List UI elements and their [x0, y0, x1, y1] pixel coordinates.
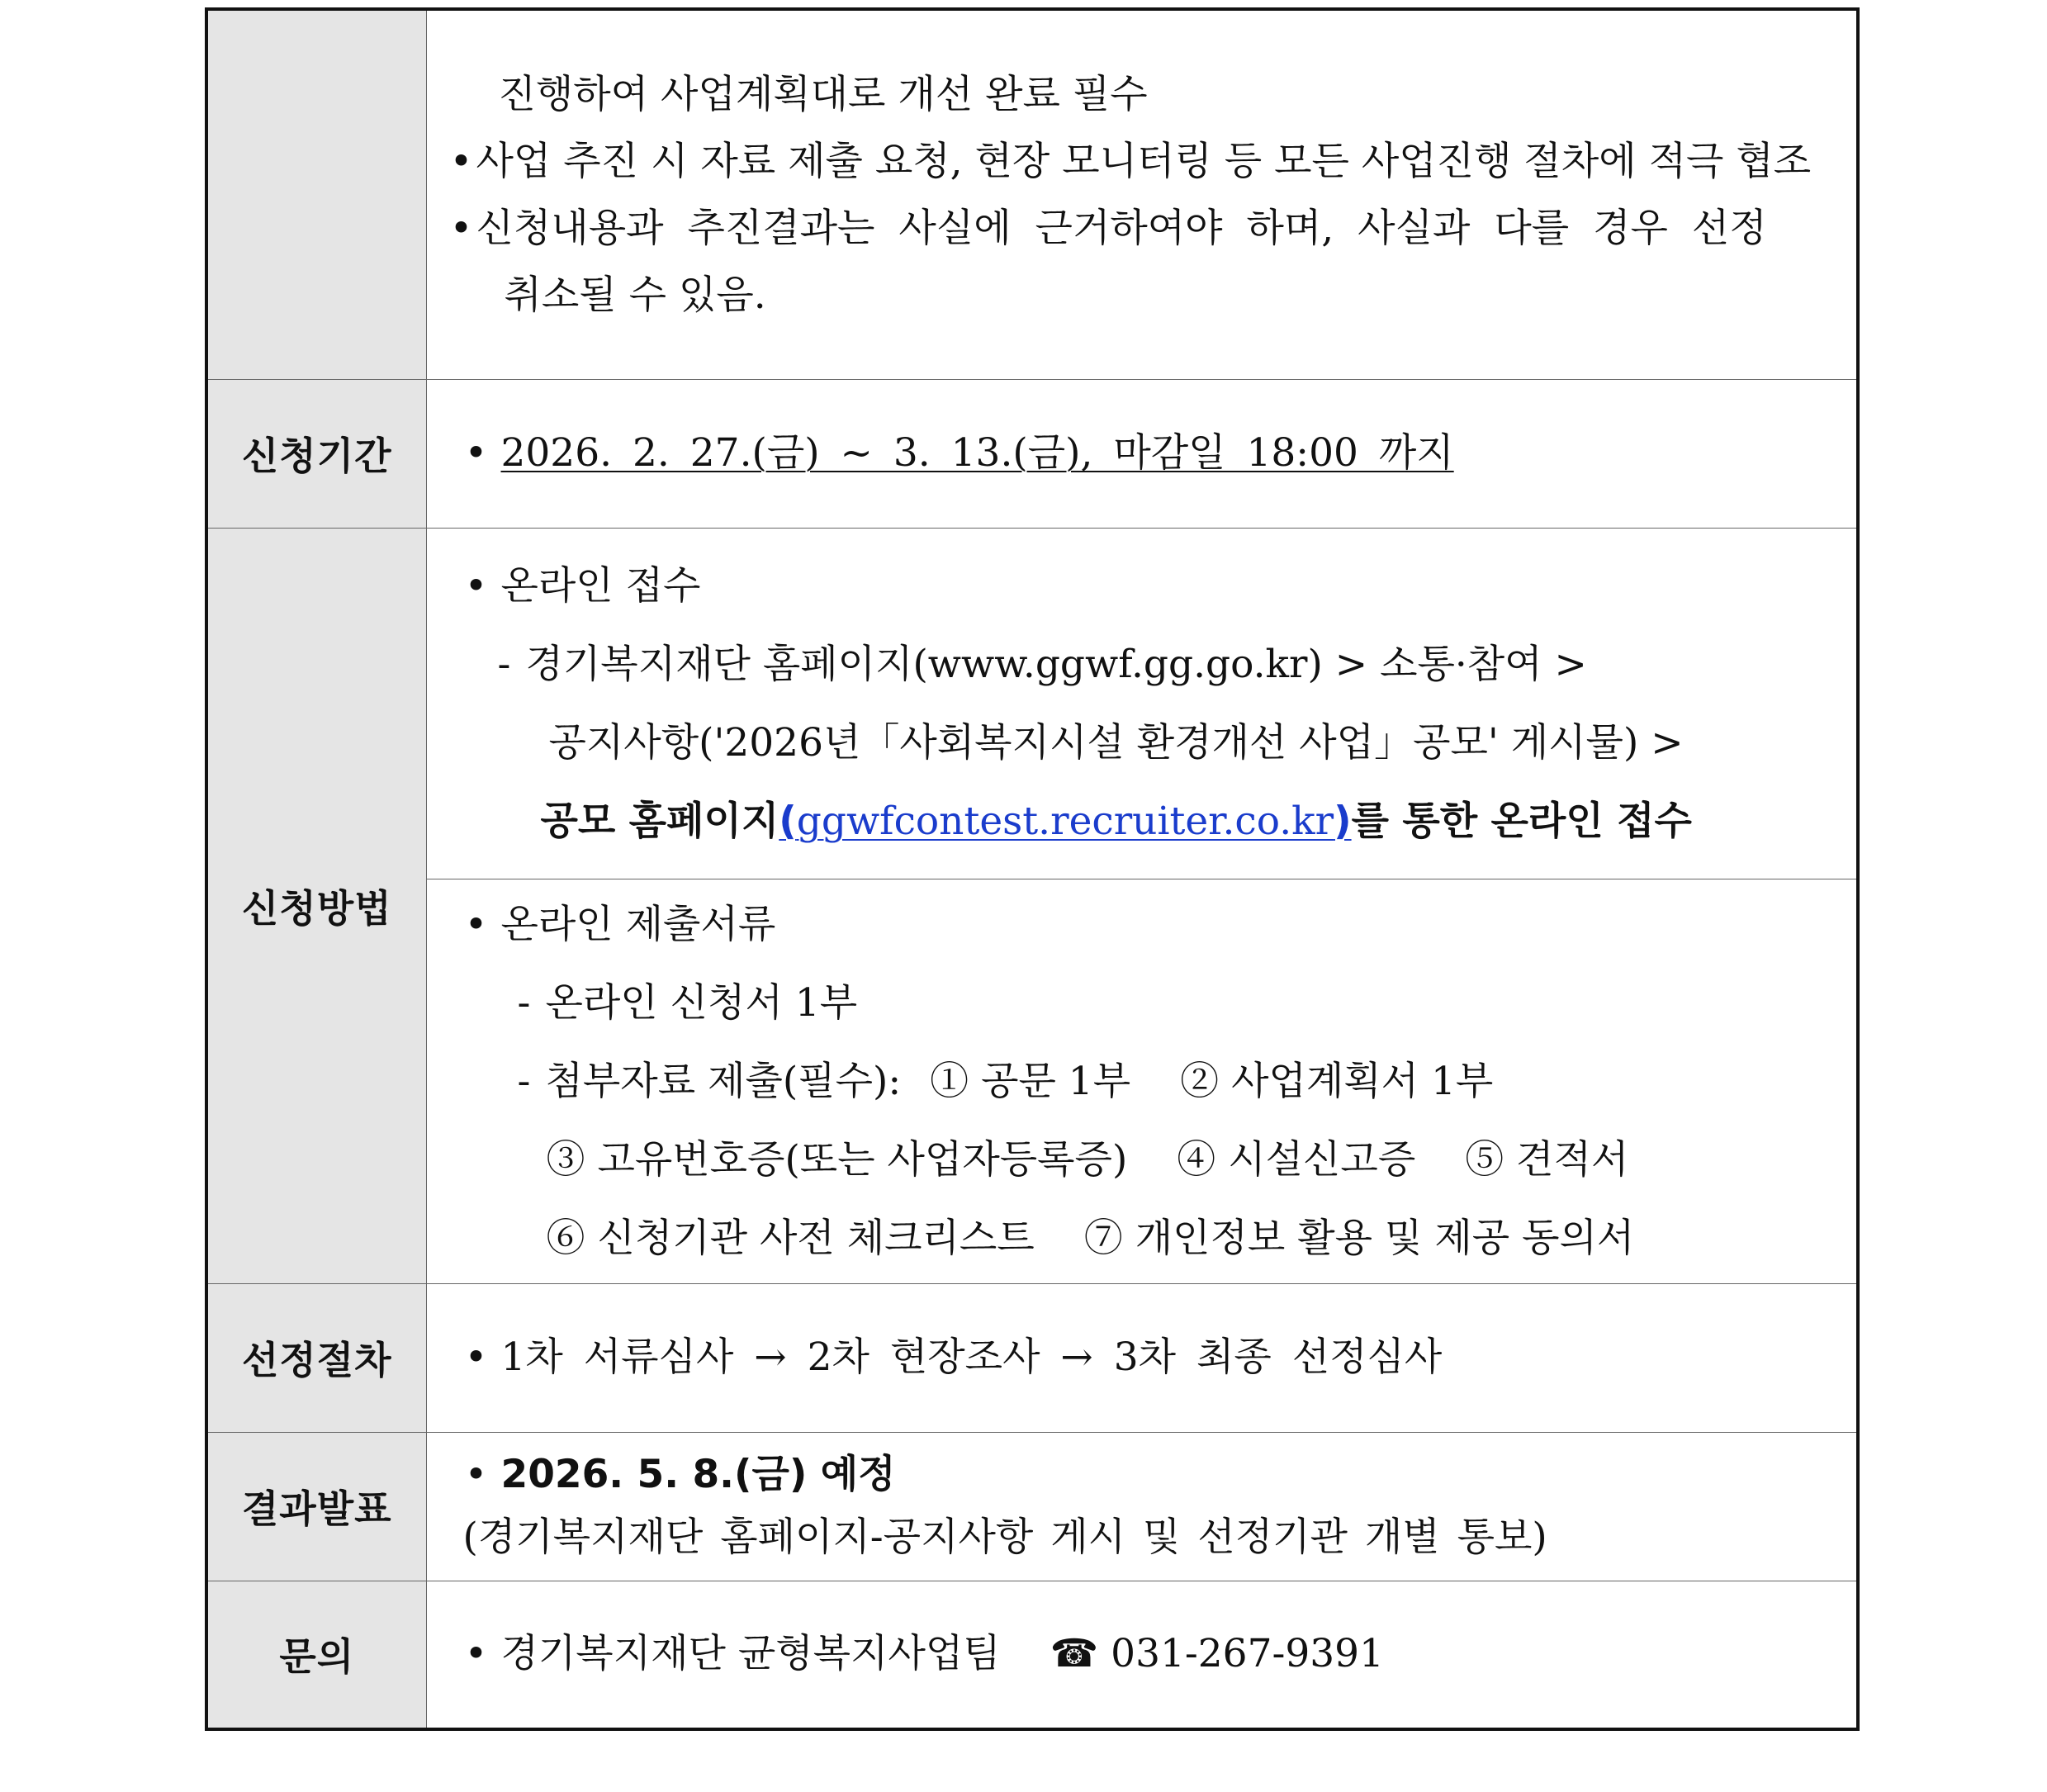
inquiry-line: [452, 1621, 1841, 1687]
method-header: 신청방법: [206, 528, 426, 1283]
attach-4: ④ 시설신고증: [1177, 1136, 1416, 1183]
attach-3: ③ 고유번호증(또는 사업자등록증): [546, 1136, 1128, 1183]
conditions-header-cell: [206, 9, 426, 379]
row-selection: [206, 1283, 1858, 1432]
bullet-icon: •: [464, 1631, 488, 1677]
result-note: (경기복지재단 홈페이지-공지사항 게시 및 선정기관 개별 통보): [462, 1515, 1547, 1560]
result-date: 2026. 5. 8.(금) 예정: [500, 1452, 896, 1497]
bullet-icon: •: [464, 901, 488, 947]
contest-prefix: 공모 홈페이지: [540, 798, 779, 844]
dash-icon: -: [517, 1058, 531, 1104]
bullet-icon: •: [464, 1335, 488, 1380]
attach-7: ⑦ 개인정보 활용 및 제공 동의서: [1083, 1215, 1635, 1261]
period-cell: [426, 379, 1858, 528]
phone-icon: ☎: [1050, 1631, 1099, 1677]
attach-2: ② 사업계획서 1부: [1180, 1058, 1494, 1104]
bullet-icon: •: [464, 562, 488, 609]
docs-item-1: - 온라인 신청서 1부: [452, 964, 1841, 1042]
online-title: 온라인 접수: [500, 562, 701, 609]
attach-5: ⑤ 견적서: [1465, 1136, 1629, 1183]
result-header: 결과발표: [206, 1432, 426, 1581]
conditions-line-3: •신청내용과 추진결과는 사실에 근거하여야 하며, 사실과 다를 경우 선정: [447, 195, 1841, 262]
contest-paren-open: (: [779, 798, 797, 844]
attach-6: ⑥ 신청기관 사전 체크리스트: [546, 1215, 1035, 1261]
docs-item-2: - 첨부자료 제출(필수): ① 공문 1부 ② 사업계획서 1부: [452, 1042, 1841, 1121]
inquiry-team: 경기복지재단 균형복지사업팀: [500, 1631, 1001, 1677]
contest-line: [452, 782, 1841, 860]
path-line-2: 공지사항('2026년「사회복지시설 환경개선 사업」공모' 게시물) >: [548, 719, 1684, 766]
bullet-icon: •: [449, 205, 473, 251]
conditions-line-4: 취소될 수 있음.: [504, 272, 766, 318]
period-line: [452, 420, 1841, 486]
row-period: [206, 379, 1858, 528]
bullet-icon: •: [449, 138, 473, 184]
contest-link[interactable]: ggwfcontest.recruiter.co.kr: [796, 798, 1334, 844]
bullet-icon: •: [464, 430, 488, 476]
selection-line: [452, 1325, 1841, 1391]
conditions-line-1: 진행하여 사업계획대로 개선 완료 필수: [498, 71, 1148, 117]
row-method-online: [206, 528, 1858, 879]
dash-icon: -: [517, 979, 531, 1026]
selection-cell: [426, 1283, 1858, 1432]
inquiry-cell: [426, 1581, 1858, 1729]
path-line-1: - 경기복지재단 홈페이지(www.ggwf.gg.go.kr) > 소통·참여 >: [452, 625, 1841, 704]
info-table: [205, 7, 1860, 1731]
contest-paren-close: ): [1334, 798, 1352, 844]
docs-title: 온라인 제출서류: [500, 901, 776, 947]
dash-icon: -: [497, 641, 511, 687]
result-date-line: [452, 1444, 1841, 1506]
attach-line-2: [452, 1121, 1841, 1199]
method-docs-cell: [426, 879, 1858, 1283]
inquiry-phone: 031-267-9391: [1111, 1631, 1384, 1677]
method-online-cell: [426, 528, 1858, 879]
bullet-icon: •: [464, 1452, 488, 1497]
attach-1: ① 공문 1부: [930, 1058, 1131, 1104]
row-inquiry: [206, 1581, 1858, 1729]
docs-title-line: [452, 885, 1841, 964]
conditions-line-2: •사업 추진 시 자료 제출 요청, 현장 모니터링 등 모든 사업진행 절차에 적극 협조: [447, 128, 1841, 195]
selection-header: 선정절차: [206, 1283, 426, 1432]
attach-line-3: [452, 1199, 1841, 1278]
result-cell: [426, 1432, 1858, 1581]
row-conditions: [206, 9, 1858, 379]
period-header: 신청기간: [206, 379, 426, 528]
online-title-line: [452, 547, 1841, 625]
inquiry-header: 문의: [206, 1581, 426, 1729]
row-method-docs: [206, 879, 1858, 1283]
contest-suffix: 를 통한 온라인 접수: [1351, 798, 1692, 844]
row-result: [206, 1432, 1858, 1581]
selection-text: 1차 서류심사 → 2차 현장조사 → 3차 최종 선정심사: [500, 1335, 1443, 1380]
period-text: 2026. 2. 27.(금) ~ 3. 13.(금), 마감일 18:00 까지: [500, 430, 1454, 476]
conditions-cell: [426, 9, 1858, 379]
